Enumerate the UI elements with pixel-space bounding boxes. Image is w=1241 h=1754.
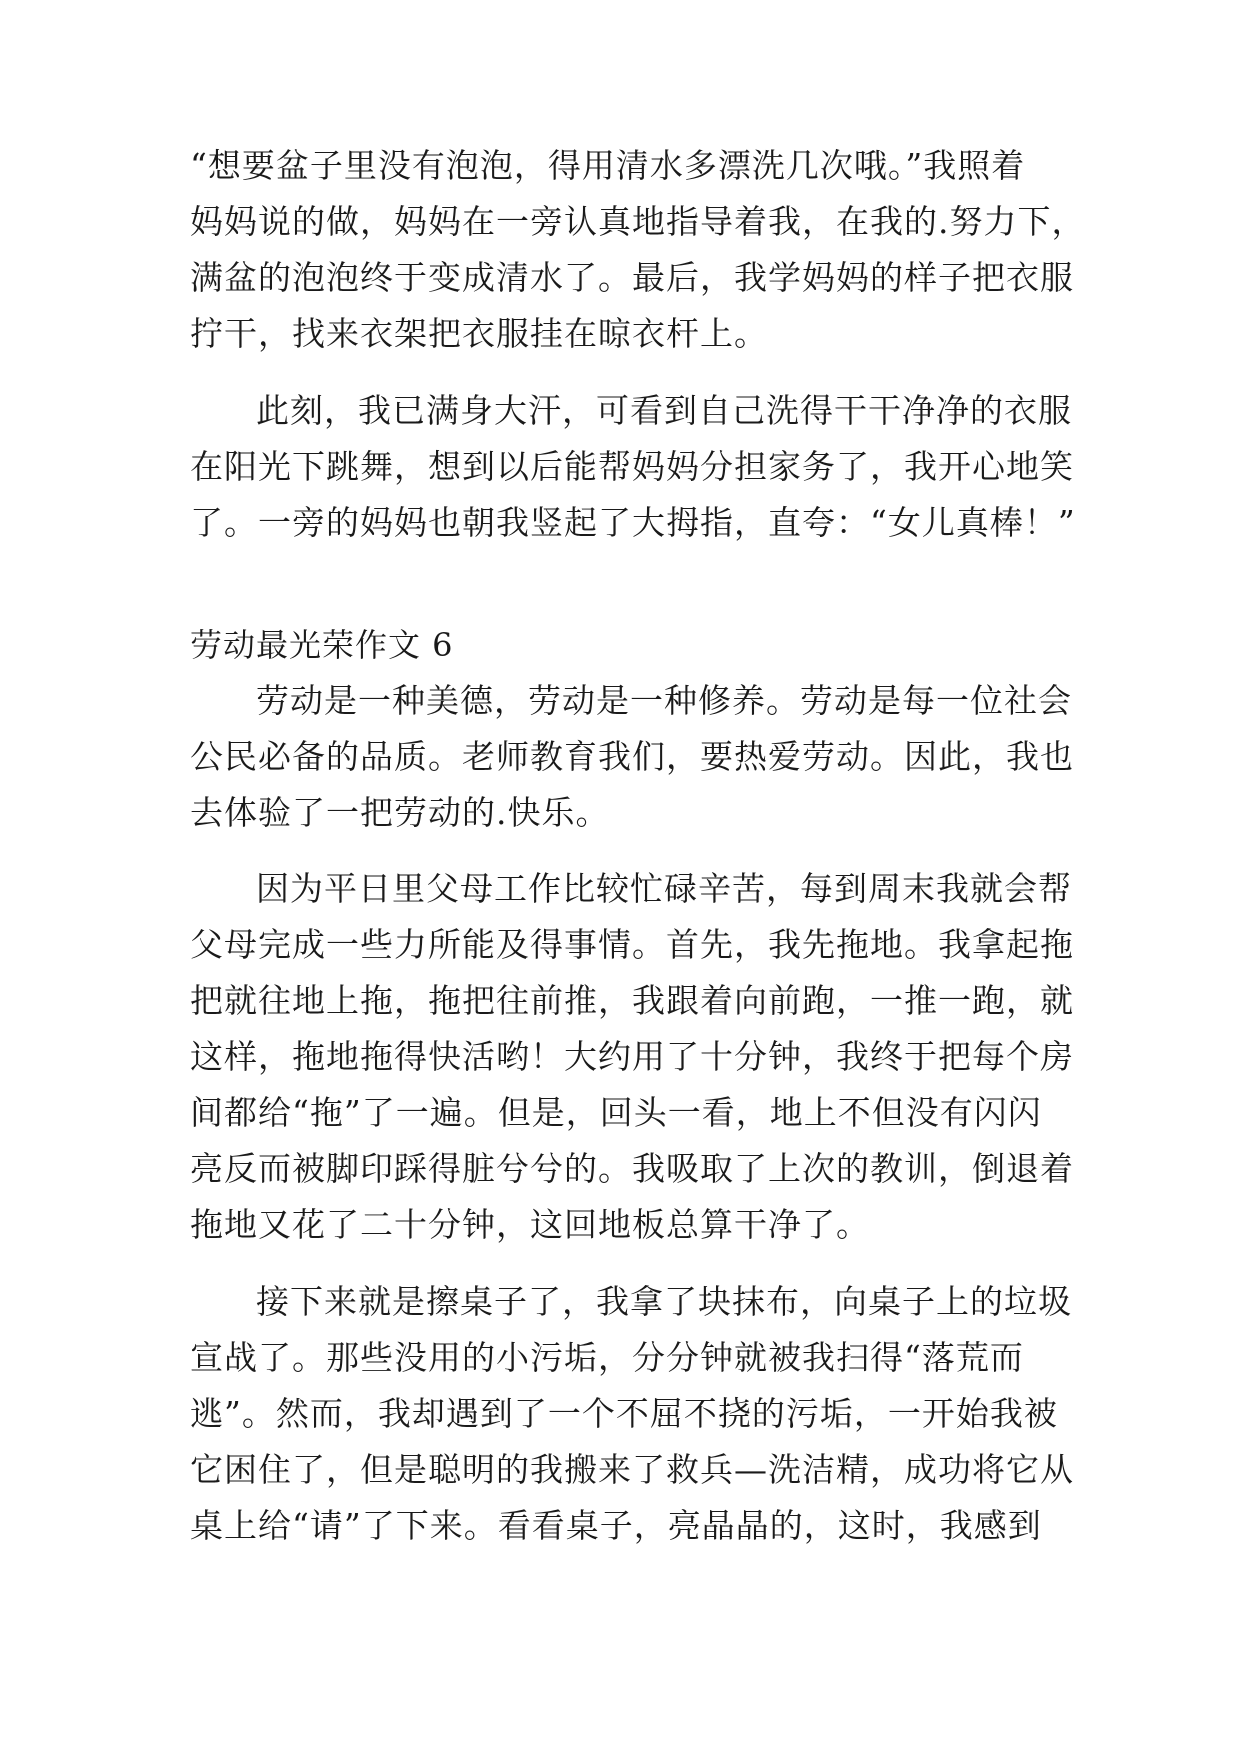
- text-line-indented: 接下来就是擦桌子了，我拿了块抹布，向桌子上的垃圾: [256, 1282, 1072, 1321]
- text-line: 父母完成一些力所能及得事情。首先，我先拖地。我拿起拖: [190, 925, 1074, 964]
- text-line-indented: 此刻，我已满身大汗，可看到自己洗得干干净净的衣服: [256, 391, 1072, 430]
- text-line: 满盆的泡泡终于变成清水了。最后，我学妈妈的样子把衣服: [190, 258, 1074, 297]
- text-line: 了。一旁的妈妈也朝我竖起了大拇指，直夸：“女儿真棒！”: [190, 503, 1076, 542]
- text-line: “想要盆子里没有泡泡，得用清水多漂洗几次哦。”我照着: [190, 146, 1026, 185]
- text-line: 它困住了，但是聪明的我搬来了救兵—洗洁精，成功将它从: [190, 1450, 1074, 1489]
- text-line: 把就往地上拖，拖把往前推，我跟着向前跑，一推一跑，就: [190, 981, 1074, 1020]
- text-line: 这样，拖地拖得快活哟！大约用了十分钟，我终于把每个房: [190, 1037, 1074, 1076]
- text-line: 逃”。然而，我却遇到了一个不屈不挠的污垢，一开始我被: [190, 1394, 1058, 1433]
- text-line: 妈妈说的做，妈妈在一旁认真地指导着我，在我的.努力下，: [190, 202, 1086, 241]
- text-line-indented: 因为平日里父母工作比较忙碌辛苦，每到周末我就会帮: [256, 869, 1072, 908]
- text-line: 宣战了。那些没用的小污垢，分分钟就被我扫得“落荒而: [190, 1338, 1024, 1377]
- text-line: 桌上给“请”了下来。看看桌子，亮晶晶的，这时，我感到: [190, 1506, 1042, 1545]
- section-heading: 劳动最光荣作文 6: [190, 626, 454, 664]
- text-line: 拧干，找来衣架把衣服挂在晾衣杆上。: [190, 314, 768, 353]
- text-line: 去体验了一把劳动的.快乐。: [190, 793, 610, 832]
- text-line: 公民必备的品质。老师教育我们，要热爱劳动。因此，我也: [190, 737, 1074, 776]
- text-line-indented: 劳动是一种美德，劳动是一种修养。劳动是每一位社会: [256, 681, 1072, 720]
- text-line: 亮反而被脚印踩得脏兮兮的。我吸取了上次的教训，倒退着: [190, 1149, 1074, 1188]
- text-line: 在阳光下跳舞，想到以后能帮妈妈分担家务了，我开心地笑: [190, 447, 1074, 486]
- text-line: 拖地又花了二十分钟，这回地板总算干净了。: [190, 1205, 870, 1244]
- text-line: 间都给“拖”了一遍。但是，回头一看，地上不但没有闪闪: [190, 1093, 1042, 1132]
